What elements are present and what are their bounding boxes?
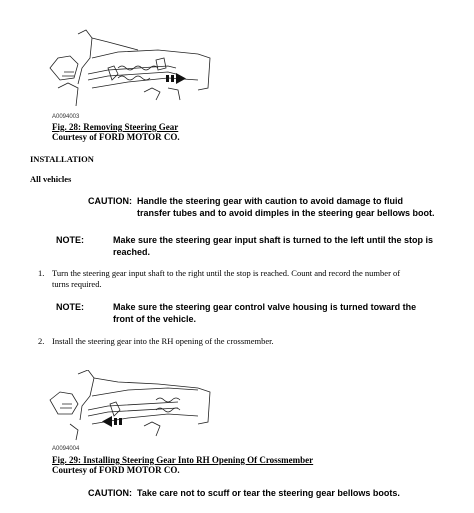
figure-28-id: A0094003 xyxy=(52,114,80,120)
section-heading: INSTALLATION xyxy=(30,154,94,164)
note-1-label: NOTE: xyxy=(56,235,84,245)
figure-28-illustration xyxy=(48,28,218,110)
step-2-number: 2. xyxy=(38,336,45,346)
figure-28-caption: Fig. 28: Removing Steering Gear xyxy=(52,122,179,132)
figure-29-id: A0094004 xyxy=(52,446,80,452)
note-2-line-2: front of the vehicle. xyxy=(113,314,197,324)
figure-29-courtesy: Courtesy of FORD MOTOR CO. xyxy=(52,465,180,475)
note-2-line-1: Make sure the steering gear control valve housing is turned toward the xyxy=(113,302,417,312)
note-1-line-1: Make sure the steering gear input shaft is turned to the left until the stop is xyxy=(113,235,434,245)
step-1-number: 1. xyxy=(38,268,45,278)
step-1-line-1: Turn the steering gear input shaft to the right until the stop is reached. Count and record the number of xyxy=(52,268,401,278)
figure-29-illustration xyxy=(48,370,218,442)
figure-28-courtesy: Courtesy of FORD MOTOR CO. xyxy=(52,132,180,142)
note-2-label: NOTE: xyxy=(56,302,84,312)
caution-1-line-2: transfer tubes and to avoid dimples in the steering gear bellows boot. xyxy=(137,208,435,218)
caution-1-line-1: Handle the steering gear with caution to avoid damage to fluid xyxy=(137,196,404,206)
step-2-line-1: Install the steering gear into the RH opening of the crossmember. xyxy=(52,336,274,346)
caution-1-label: CAUTION: xyxy=(88,196,132,206)
note-1-line-2: reached. xyxy=(113,247,151,257)
step-1-line-2: turns required. xyxy=(52,279,102,289)
caution-2-label: CAUTION: xyxy=(88,488,132,498)
caution-2-line-1: Take care not to scuff or tear the steering gear bellows boots. xyxy=(137,488,400,498)
subheading: All vehicles xyxy=(30,174,72,184)
figure-29-caption: Fig. 29: Installing Steering Gear Into RH Opening Of Crossmember xyxy=(52,455,314,465)
